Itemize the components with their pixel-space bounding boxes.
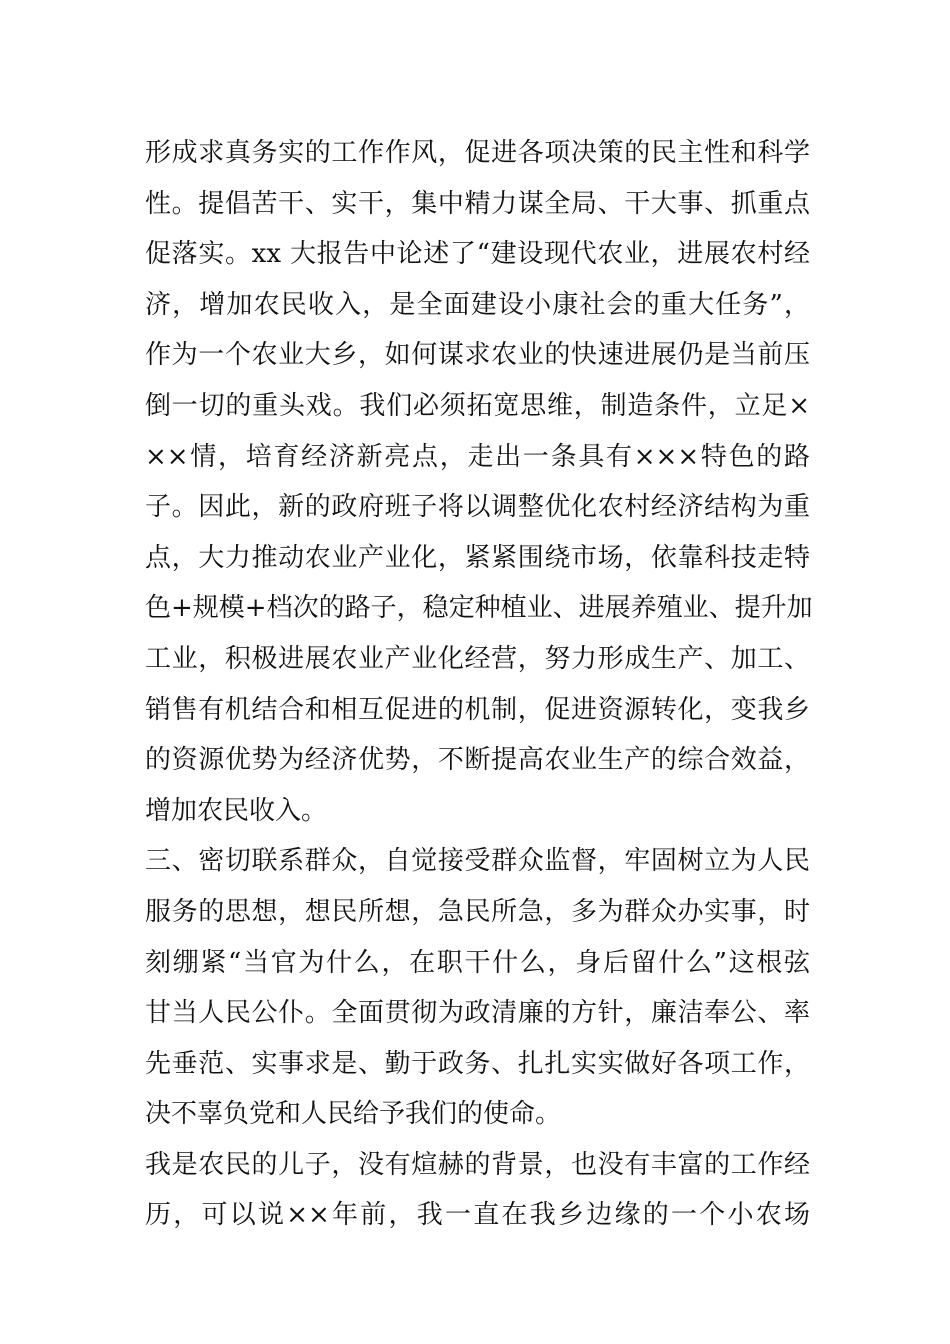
text-line: 销售有机结合和相互促进的机制，促进资源转化，变我乡: [145, 694, 810, 725]
text-line: 形成求真务实的工作作风，促进各项决策的民主性和科学: [145, 138, 810, 168]
text-line: 服务的思想，想民所想，急民所急，多为群众办实事，时: [145, 896, 810, 927]
text-line: 刻绷紧“当官为什么，在职干什么，身后留什么”这根弦: [145, 947, 810, 978]
text-line-paragraph-end: 增加农民收入。: [145, 795, 328, 826]
text-line: 作为一个农业大乡，如何谋求农业的快速进展仍是当前压: [145, 340, 810, 371]
document-body: [145, 128, 813, 1241]
text-line: 色+规模+档次的路子，稳定种植业、进展养殖业、提升加: [145, 593, 813, 624]
text-line: 的资源优势为经济优势，不断提高农业生产的综合效益，: [145, 745, 810, 776]
text-line: 促落实。xx 大报告中论述了“建设现代农业，进展农村经: [145, 239, 810, 270]
text-line: 点，大力推动农业产业化，紧紧围绕市场，依靠科技走特: [145, 542, 810, 573]
text-line: 济，增加农民收入，是全面建设小康社会的重大任务”，: [145, 289, 810, 320]
text-line: 工业，积极进展农业产业化经营，努力形成生产、加工、: [145, 643, 810, 674]
text-line: 我是农民的儿子，没有煊赫的背景，也没有丰富的工作经: [145, 1149, 810, 1180]
text-line: 子。因此，新的政府班子将以调整优化农村经济结构为重: [145, 492, 810, 523]
text-line: 先垂范、实事求是、勤于政务、扎扎实实做好各项工作，: [145, 1048, 810, 1079]
text-line: 历，可以说××年前，我一直在我乡边缘的一个小农场: [145, 1200, 810, 1231]
text-line: 三、密切联系群众，自觉接受群众监督，牢固树立为人民: [145, 846, 810, 877]
text-line: ××情，培育经济新亮点，走出一条具有×××特色的路: [145, 441, 810, 472]
text-line: 性。提倡苦干、实干，集中精力谋全局、干大事、抓重点: [145, 188, 810, 219]
text-line-paragraph-end: 决不辜负党和人民给予我们的使命。: [145, 1099, 562, 1130]
text-line: 倒一切的重头戏。我们必须拓宽思维，制造条件，立足×: [145, 390, 810, 421]
text-line: 甘当人民公仆。全面贯彻为政清廉的方针，廉洁奉公、率: [145, 998, 810, 1029]
